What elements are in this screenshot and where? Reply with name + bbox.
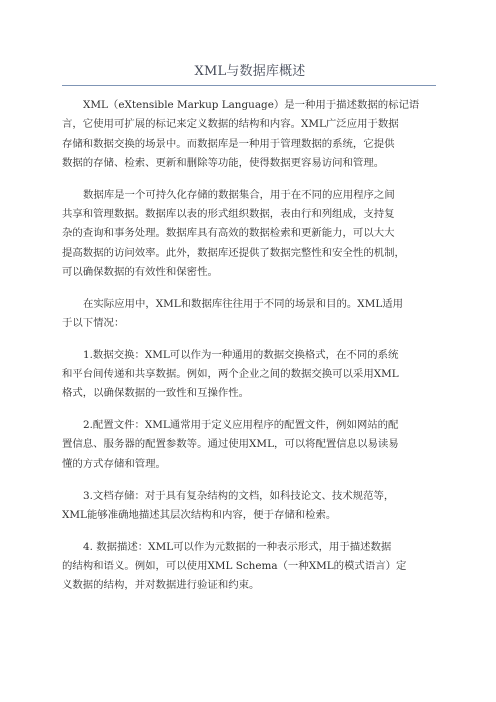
page-title: XML与数据库概述 [194,64,306,79]
list-item-document-storage [62,487,438,526]
text-line: 数据的存储、检索、更新和删除等功能，使得数据更容易访问和管理。 [62,156,385,169]
paragraph-usage-intro [62,295,438,334]
text-line: 4. 数据描述：XML可以作为元数据的一种表示形式，用于描述数据 [83,540,392,553]
text-line: 共享和管理数据。数据库以表的形式组织数据，表由行和列组成，支持复 [62,207,395,220]
text-line: 的结构和语义。例如，可以使用XML Schema（一种XML的模式语言）定 [62,559,407,572]
text-line: 和平台间传递和共享数据。例如，两个企业之间的数据交换可以采用XML [62,368,399,381]
list-item-config-files [62,416,438,474]
paragraph-intro [62,96,438,173]
document-page [62,0,438,702]
text-line: 格式，以确保数据的一致性和互操作性。 [62,387,250,400]
text-line: 可以确保数据的有效性和保密性。 [62,265,218,278]
text-line: 懂的方式存储和管理。 [62,457,166,470]
title-underline [62,85,436,86]
text-line: 言，它使用可扩展的标记来定义数据的结构和内容。XML广泛应用于数据 [62,118,399,131]
text-line: 3.文档存储：对于具有复杂结构的文档，如科技论文、技术规范等， [83,489,395,502]
text-line: 义数据的结构，并对数据进行验证和约束。 [62,579,260,592]
text-line: 存储和数据交换的场景中。而数据库是一种用于管理数据的系统，它提供 [62,137,395,150]
paragraph-database [62,186,438,282]
text-line: 置信息、服务器的配置参数等。通过使用XML，可以将配置信息以易读易 [62,438,399,451]
text-line: XML能够准确地描述其层次结构和内容，便于存储和检索。 [62,508,337,521]
text-line: 提高数据的访问效率。此外，数据库还提供了数据完整性和安全性的机制， [62,246,405,259]
text-line: 2.配置文件：XML通常用于定义应用程序的配置文件，例如网站的配 [83,419,399,432]
text-line: 杂的查询和事务处理。数据库具有高效的数据检索和更新能力，可以大大 [62,227,395,240]
text-line: 数据库是一个可持久化存储的数据集合，用于在不同的应用程序之间 [83,188,395,201]
list-item-data-description [62,538,438,596]
text-line: 在实际应用中，XML和数据库往往用于不同的场景和目的。XML适用 [83,297,404,310]
list-item-data-exchange [62,346,438,404]
text-line: 于以下情况： [62,316,125,329]
text-line: XML（eXtensible Markup Language）是一种用于描述数据的标记语 [83,99,420,111]
document-body [62,96,438,596]
text-line: 1.数据交换：XML可以作为一种通用的数据交换格式，在不同的系统 [83,348,399,361]
